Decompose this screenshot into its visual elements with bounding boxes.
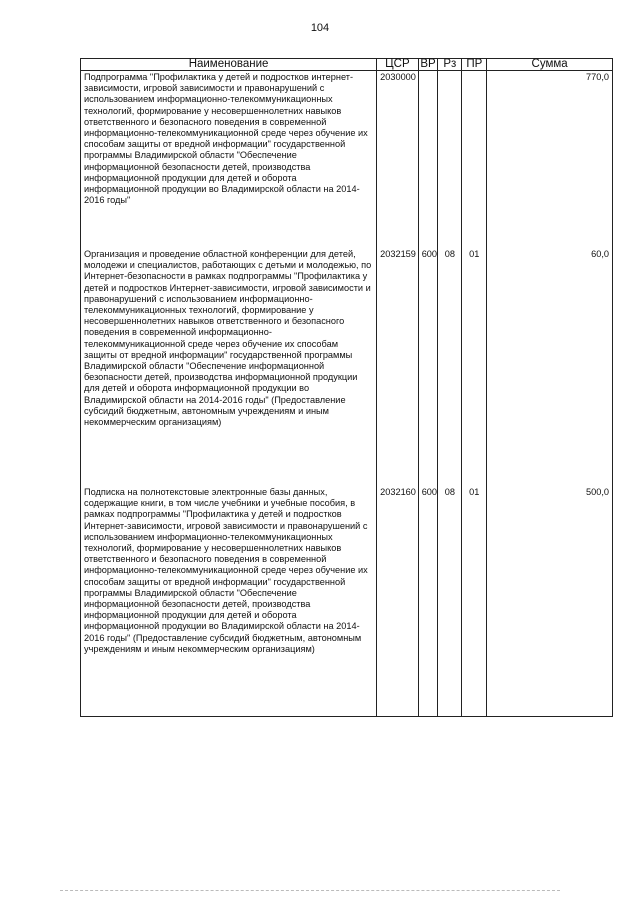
header-vr: ВР <box>418 59 438 71</box>
header-name: Наименование <box>81 59 377 71</box>
cell-rz: 08 <box>438 248 462 486</box>
cell-rz: 08 <box>438 486 462 717</box>
page-number: 104 <box>310 22 330 34</box>
cell-vr <box>418 71 438 249</box>
cell-csr: 2030000 <box>377 71 419 249</box>
cell-name: Подпрограмма "Профилактика у детей и подростков интернет-зависимости, игровой зависимости и правонарушений с использованием информационно-телекоммуникационных технологий, формирование у несовершеннолетних навыков ответственного и безопасного поведения в современной информационно-телекоммуникационной среде через обучение их способам защиты от вредной информации" государственной программы Владимирской области "Обеспечение информационной безопасности детей, производства информационной продукции для детей и оборота информационной продукции во Владимирской области на 2014-2016 годы" <box>81 71 377 249</box>
header-pr: ПР <box>462 59 487 71</box>
header-csr: ЦСР <box>377 59 419 71</box>
cell-pr: 01 <box>462 486 487 717</box>
cell-vr: 600 <box>418 248 438 486</box>
cell-sum: 60,0 <box>487 248 613 486</box>
table-row <box>81 248 613 486</box>
cell-name: Подписка на полнотекстовые электронные базы данных, содержащие книги, в том числе учебники и учебные пособия, в рамках подпрограммы "Профилактика у детей и подростков Интернет-зависимости, игровой зависимости и правонарушений с использованием информационно-телекоммуникационных технологий, формирование у несовершеннолетних навыков ответственного и безопасного поведения в современной информационно-телекоммуникационной среде через обучение их способам защиты от вредной информации" государственной программы Владимирской области "Обеспечение информационной безопасности детей, производства информационной продукции для детей и оборота информационной продукции во Владимирской области на 2014-2016 годы" (Предоставление субсидий бюджетным, автономным учреждениям и иным некоммерческим организациям) <box>81 486 377 717</box>
cell-pr <box>462 71 487 249</box>
cell-sum: 770,0 <box>487 71 613 249</box>
table-header-row <box>81 59 613 71</box>
cell-csr: 2032159 <box>377 248 419 486</box>
cell-csr: 2032160 <box>377 486 419 717</box>
cell-pr: 01 <box>462 248 487 486</box>
table-row <box>81 71 613 249</box>
cell-vr: 600 <box>418 486 438 717</box>
table-row <box>81 486 613 717</box>
cell-rz <box>438 71 462 249</box>
page-footer-divider <box>60 890 560 891</box>
header-rz: Рз <box>438 59 462 71</box>
cell-name: Организация и проведение областной конференции для детей, молодежи и специалистов, работающих с детьми и молодежью, по Интернет-безопасности в рамках подпрограммы "Профилактика у детей и подростков Интернет-зависимости, игровой зависимости и правонарушений с использованием информационно-телекоммуникационных технологий, формирование у несовершеннолетних навыков ответственного и безопасного поведения в современной информационно-телекоммуникационной среде через обучение их способам защиты от вредной информации" государственной программы Владимирской области "Обеспечение информационной безопасности детей, производства информационной продукции для детей и оборота информационной продукции во Владимирской области на 2014-2016 годы" (Предоставление субсидий бюджетным, автономным учреждениям и иным некоммерческим организациям) <box>81 248 377 486</box>
cell-sum: 500,0 <box>487 486 613 717</box>
header-sum: Сумма <box>487 59 613 71</box>
budget-table <box>80 58 613 717</box>
